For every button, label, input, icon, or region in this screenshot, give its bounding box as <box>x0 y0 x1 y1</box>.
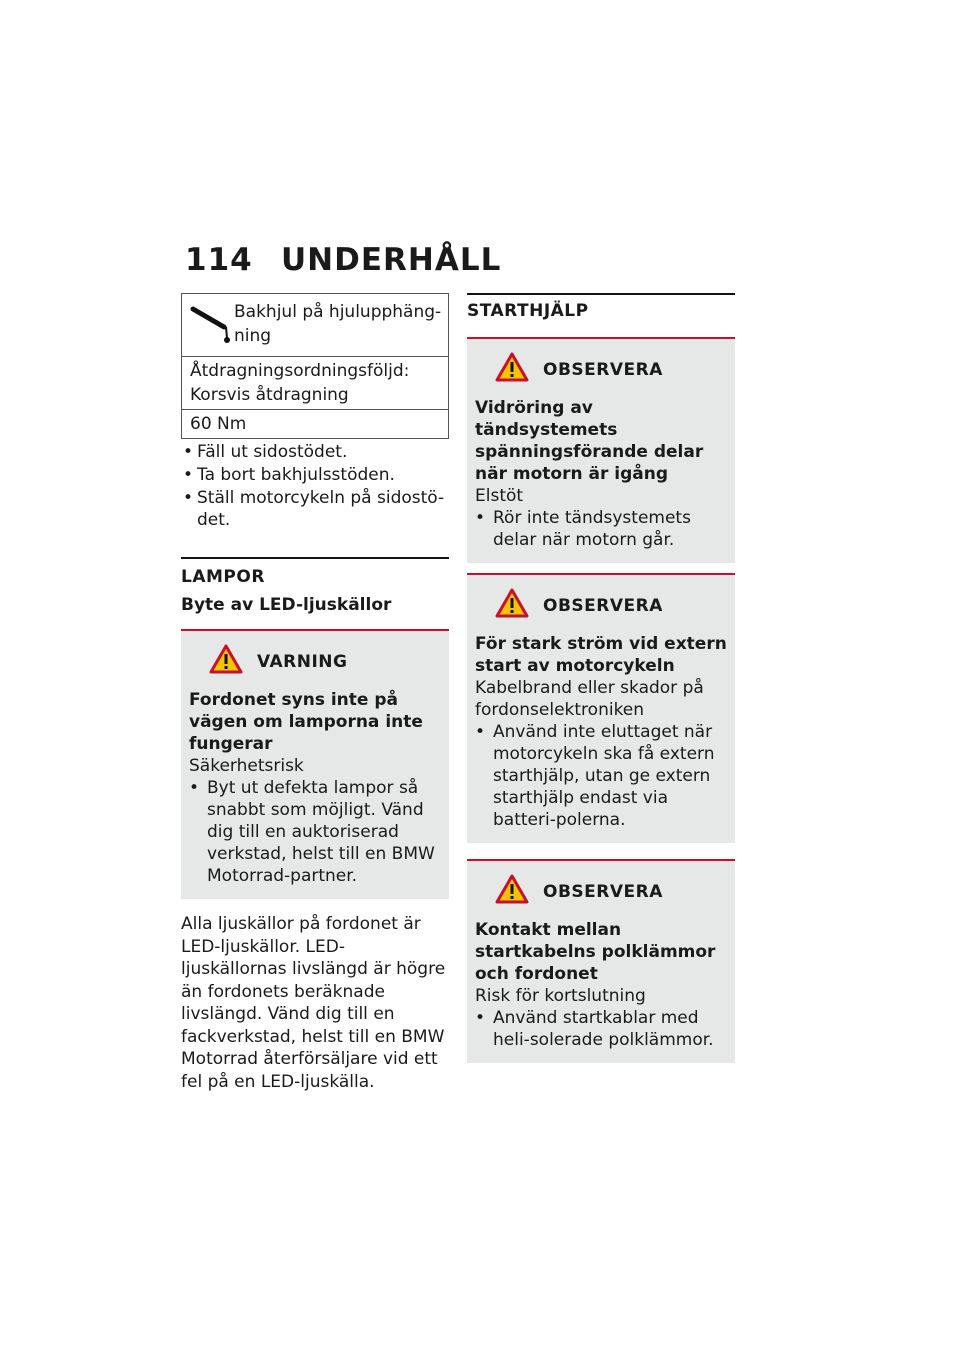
torque-wrench-icon <box>190 300 234 348</box>
section-divider <box>467 293 735 295</box>
right-column <box>467 293 735 1063</box>
notice-risk: Elstöt <box>475 486 524 506</box>
left-column <box>181 293 449 1093</box>
list-item: • Byt ut defekta lampor så snabbt som möjligt. Vänd dig till en auktoriserad verkstad, helst till en BMW Motorrad-partner. <box>189 777 441 887</box>
notice-header <box>475 875 727 909</box>
step-list <box>181 441 449 531</box>
notice-actions <box>475 1007 727 1051</box>
notice-title: Kontakt mellan startkabelns polklämmor och fordonet <box>475 920 716 984</box>
warning-triangle-icon <box>495 874 529 910</box>
notice-title: Fordonet syns inte på vägen om lamporna inte fungerar <box>189 690 423 754</box>
subsection-title-led: Byte av LED-ljuskällor <box>181 595 392 615</box>
spec-torque-row: 60 Nm <box>182 409 448 438</box>
section-title-lamps: LAMPOR <box>181 567 265 587</box>
notice-actions <box>475 507 727 551</box>
notice-risk: Risk för kortslutning <box>475 986 646 1006</box>
page-header <box>185 242 501 278</box>
chapter-title: UNDERHÅLL <box>281 242 502 278</box>
spec-order-row: Åtdragningsordningsföljd: Korsvis åtdragning <box>182 356 448 409</box>
notice-risk: Säkerhetsrisk <box>189 756 304 776</box>
warning-box <box>181 629 449 899</box>
list-item: • Ta bort bakhjulsstöden. <box>181 464 449 486</box>
notice-header <box>475 353 727 387</box>
notice-title: För stark ström vid extern start av motorcykeln <box>475 634 727 676</box>
notice-actions <box>475 721 727 831</box>
list-item: • Använd inte eluttaget när motorcykeln ska få extern starthjälp, utan ge extern starthjälp endast via batteri-polerna. <box>475 721 727 831</box>
notice-header <box>475 589 727 623</box>
page-number: 114 <box>185 242 253 278</box>
spec-item-row <box>182 294 448 356</box>
section-divider <box>181 557 449 559</box>
warning-triangle-icon <box>495 588 529 624</box>
notice-box <box>467 573 735 843</box>
warning-triangle-icon <box>209 644 243 680</box>
notice-label: OBSERVERA <box>543 596 663 616</box>
list-item: • Fäll ut sidostödet. <box>181 441 449 463</box>
notice-box <box>467 337 735 563</box>
list-item: • Använd startkablar med heli-solerade polklämmor. <box>475 1007 727 1051</box>
spec-item-label: Bakhjul på hjulupphäng-ning <box>234 302 442 346</box>
torque-spec-table <box>181 293 449 439</box>
section-title-jump: STARTHJÄLP <box>467 301 589 321</box>
notice-header <box>189 645 441 679</box>
notice-label: VARNING <box>257 652 348 672</box>
notice-title: Vidröring av tändsystemets spänningsförande delar när motorn är igång <box>475 398 704 484</box>
notice-label: OBSERVERA <box>543 882 663 902</box>
notice-box <box>467 859 735 1063</box>
warning-triangle-icon <box>495 352 529 388</box>
led-paragraph: Alla ljuskällor på fordonet är LED-ljuskällor. LED-ljuskällornas livslängd är högre än fordonets beräknade livslängd. Vänd dig till en fackverkstad, helst till en BMW Motorrad återförsäljare vid ett fel på en LED-ljuskälla. <box>181 914 446 1092</box>
list-item: • Ställ motorcykeln på sidostö-det. <box>181 487 449 531</box>
list-item: • Rör inte tändsystemets delar när motorn går. <box>475 507 727 551</box>
notice-label: OBSERVERA <box>543 360 663 380</box>
notice-risk: Kabelbrand eller skador på fordonselektroniken <box>475 678 704 720</box>
notice-actions <box>189 777 441 887</box>
